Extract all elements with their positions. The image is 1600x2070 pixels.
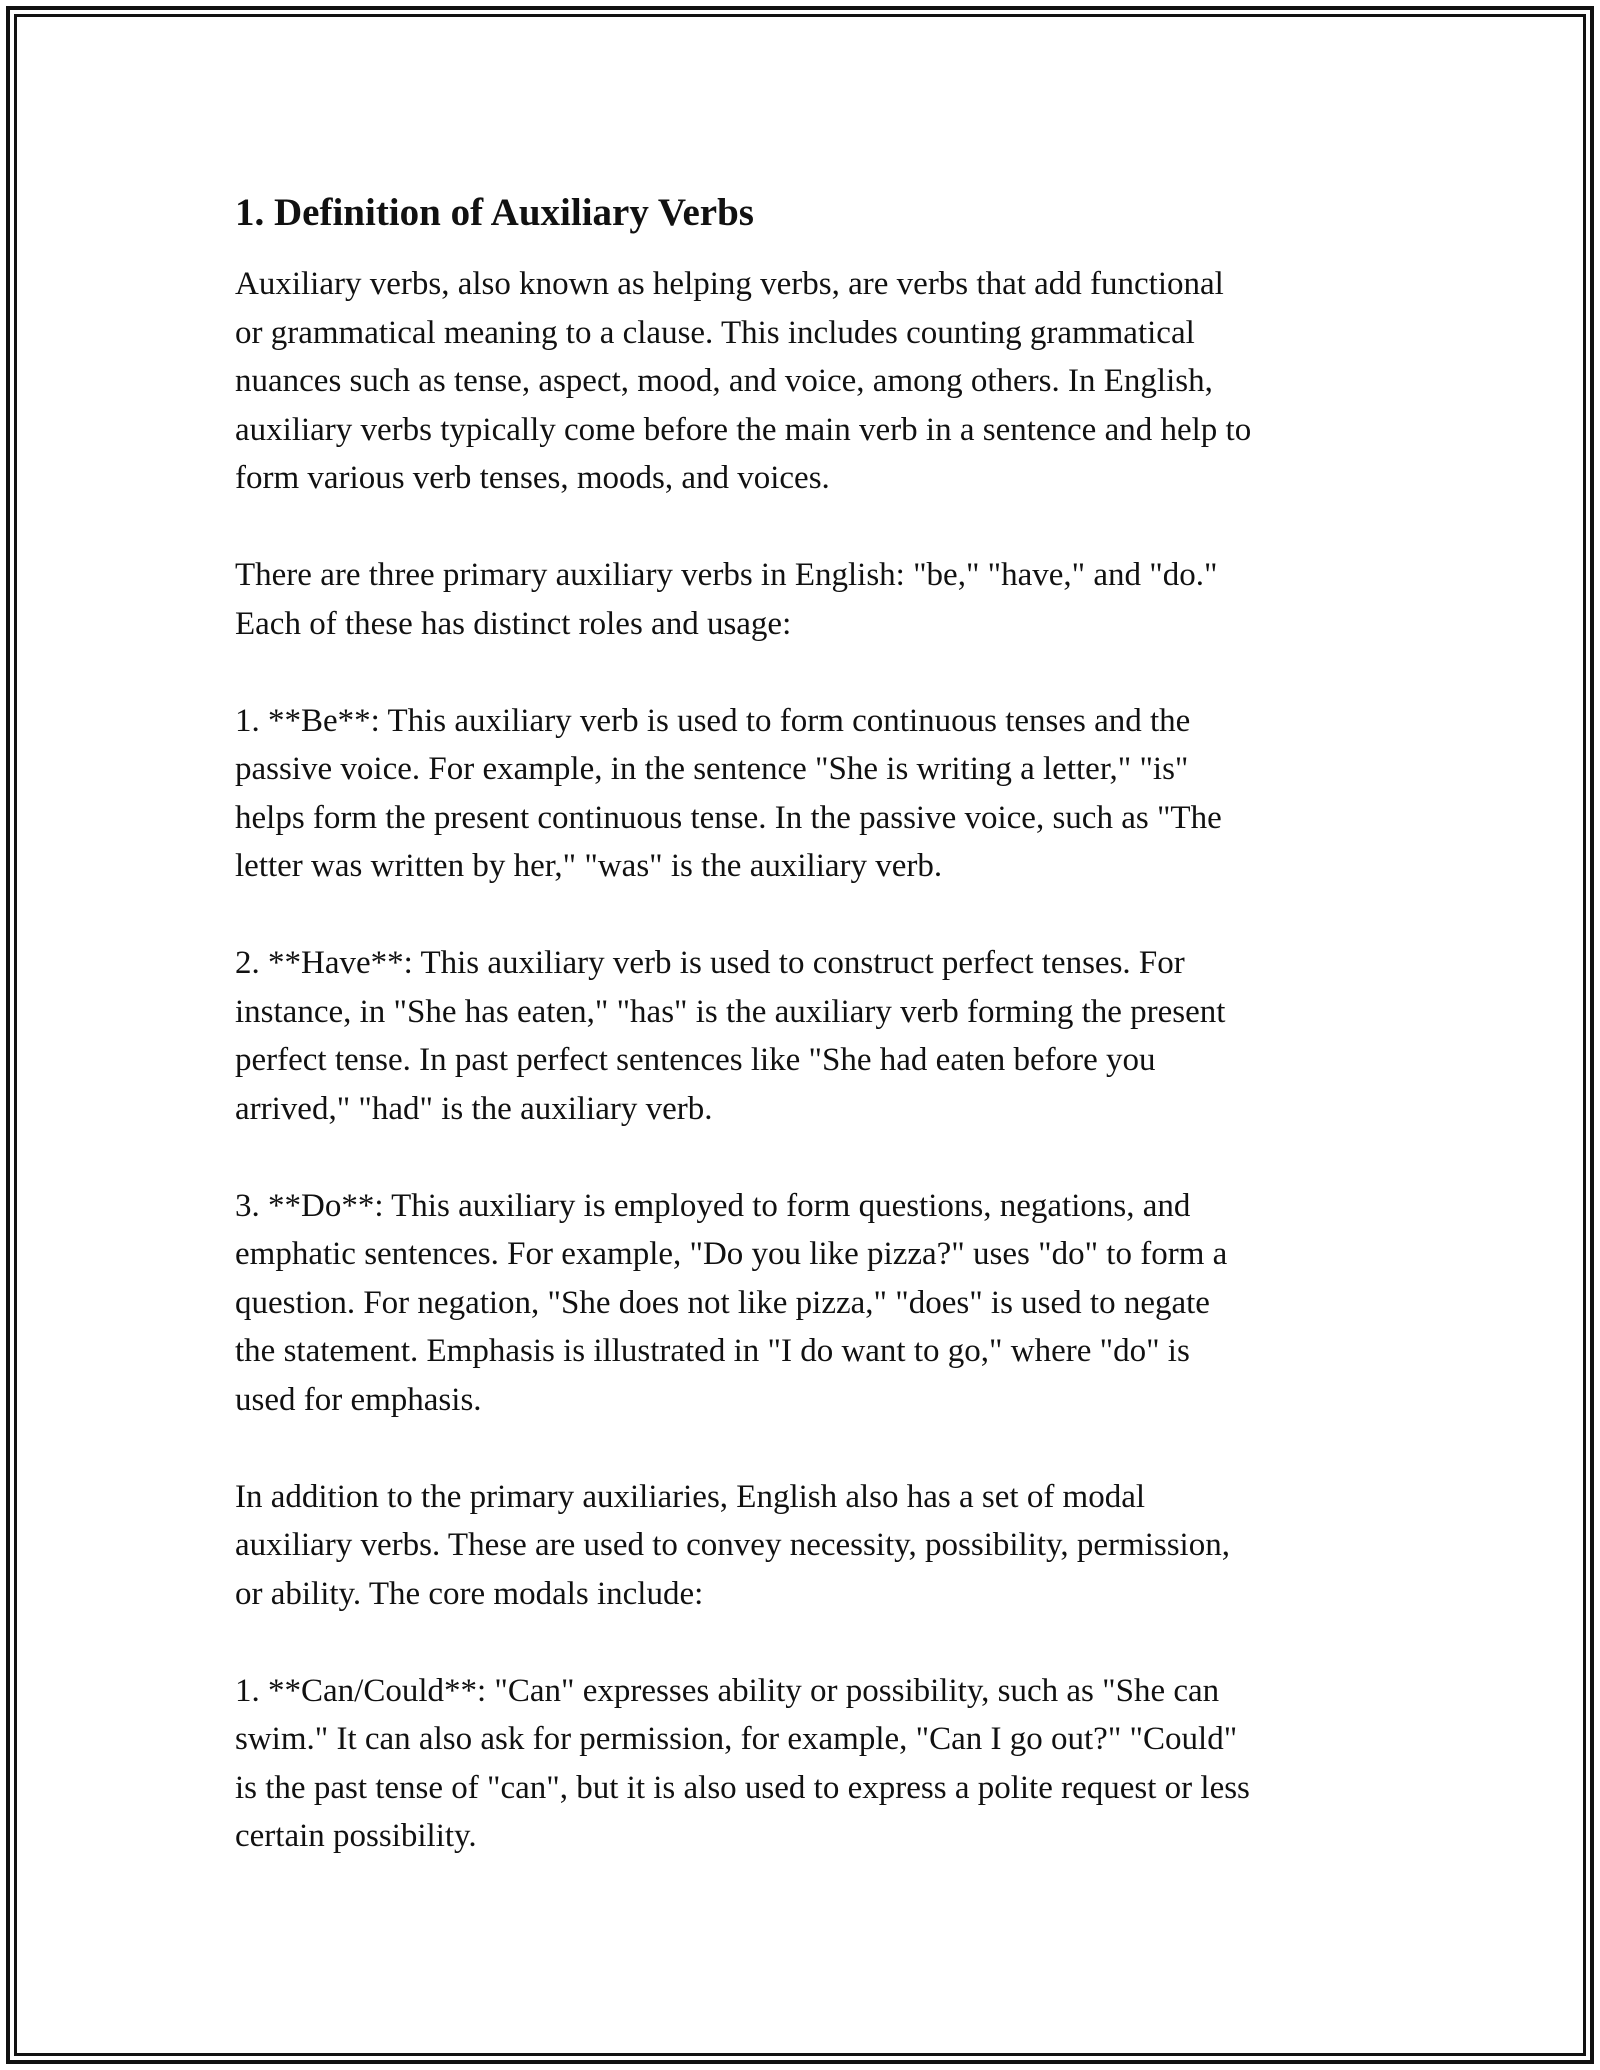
list-item-can-could: 1. **Can/Could**: "Can" expresses ability or possibility, such as "She can swim." It can also ask for permission, for example, "Can I go out?" "Could" is the past tense of "can", but it is also used to express a polite request or less certain possibility. <box>235 1672 1250 1854</box>
section-heading: 1. Definition of Auxiliary Verbs <box>235 191 754 234</box>
list-item-be: 1. **Be**: This auxiliary verb is used to form continuous tenses and the passive voice. For example, in the sentence "She is writing a letter," "is" helps form the present continuous tense. In the passive voice, such as "The letter was written by her," "was" is the auxiliary verb. <box>235 702 1222 884</box>
list-item-have: 2. **Have**: This auxiliary verb is used to construct perfect tenses. For instance, in "She has eaten," "has" is the auxiliary verb forming the present perfect tense. In past perfect sentences like "She had eaten before you arrived," "had" is the auxiliary verb. <box>235 945 1226 1127</box>
paragraph-definition: Auxiliary verbs, also known as helping verbs, are verbs that add functional or grammatical meaning to a clause. This includes counting grammatical nuances such as tense, aspect, mood, and voice, among others. In English, auxiliary verbs typically come before the main verb in a sentence and help to form various verb tenses, moods, and voices. <box>235 266 1252 496</box>
document-body <box>235 186 1365 1861</box>
list-item-do: 3. **Do**: This auxiliary is employed to form questions, negations, and emphatic sentences. For example, "Do you like pizza?" uses "do" to form a question. For negation, "She does not like pizza," "does" is used to negate the statement. Emphasis is illustrated in "I do want to go," where "do" is used for emphasis. <box>235 1187 1228 1418</box>
paragraph-modal-intro: In addition to the primary auxiliaries, English also has a set of modal auxiliary verbs. These are used to convey necessity, possibility, permission, or ability. The core modals include: <box>235 1478 1230 1612</box>
paragraph-primary-auxiliaries-intro: There are three primary auxiliary verbs in English: "be," "have," and "do." Each of these has distinct roles and usage: <box>235 557 1218 642</box>
